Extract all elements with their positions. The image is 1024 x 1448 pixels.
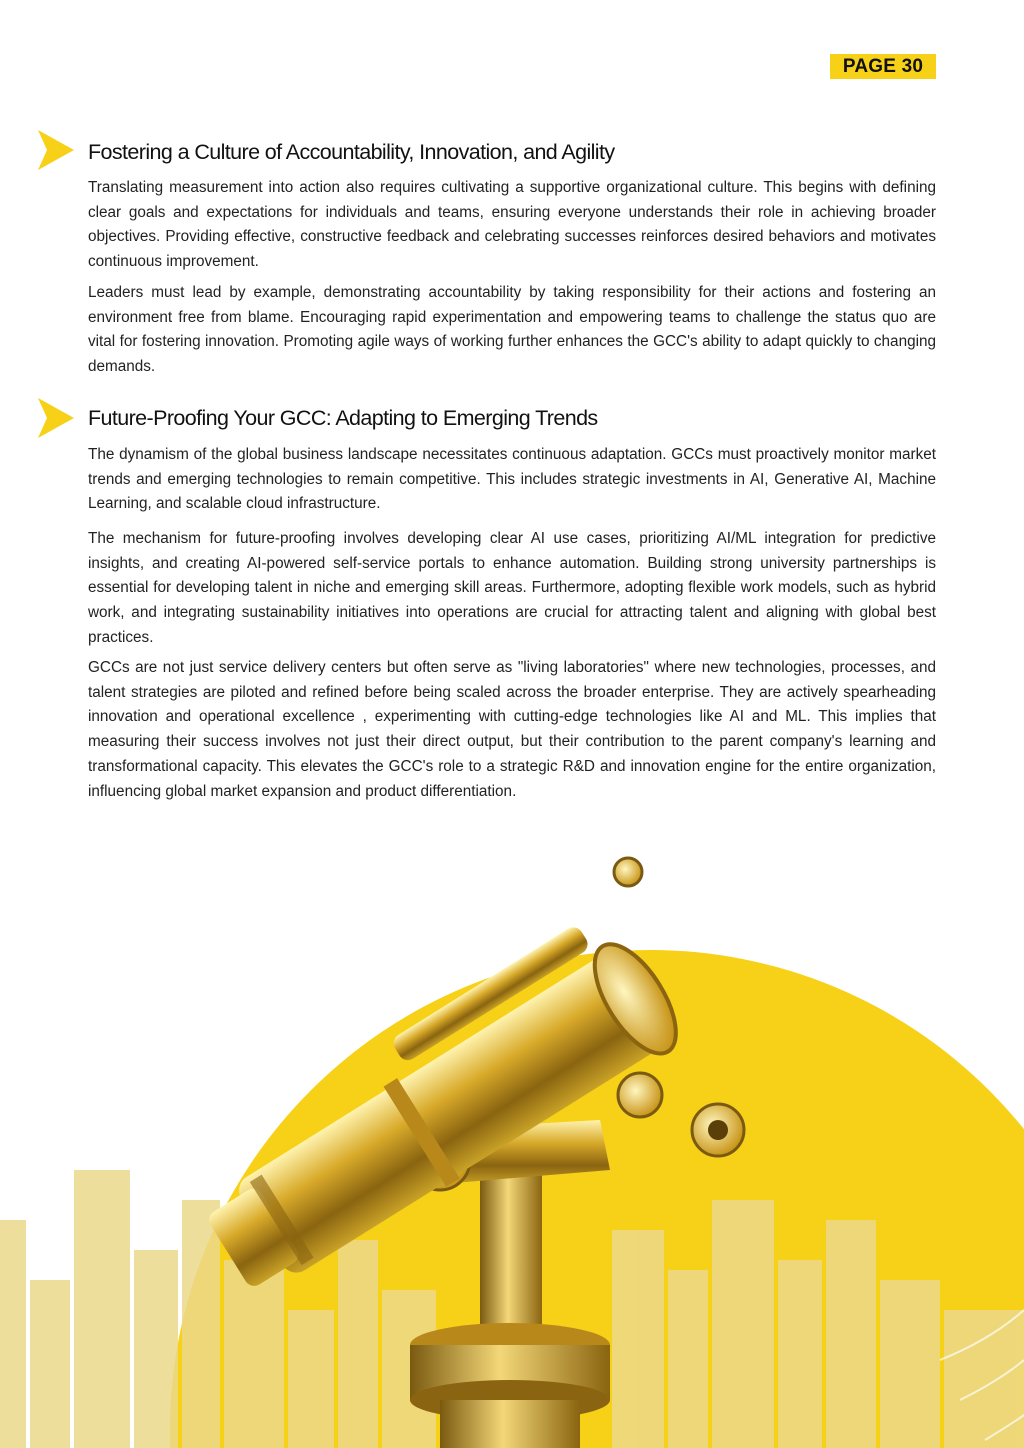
section-culture bbox=[38, 128, 936, 388]
section-heading: Future-Proofing Your GCC: Adapting to Emerging Trends bbox=[88, 406, 598, 430]
page-number-badge: PAGE 30 bbox=[830, 54, 936, 79]
paragraph: The mechanism for future-proofing involves developing clear AI use cases, prioritizing AI/ML integration for predictive insights, and creating AI-powered self-service portals to enhance automation. Building strong university partnerships is essential for developing talent in niche and emerging skill areas. Furthermore, adopting flexible work models, such as hybrid work, and integrating sustainability initiatives into operations are crucial for attracting talent and aligning with global best practices. bbox=[88, 530, 936, 646]
section-heading: Fostering a Culture of Accountability, Innovation, and Agility bbox=[88, 140, 615, 164]
paragraph: The dynamism of the global business landscape necessitates continuous adaptation. GCCs must proactively monitor market trends and emerging technologies to remain competitive. This includes strategic investments in AI, Generative AI, Machine Learning, and scalable cloud infrastructure. bbox=[88, 446, 936, 513]
paragraph: Leaders must lead by example, demonstrating accountability by taking responsibility for their actions and fostering an environment free from blame. Encouraging rapid experimentation and empowering teams to challenge the status quo are vital for fostering innovation. Promoting agile ways of working further enhances the GCC's ability to adapt quickly to changing demands. bbox=[88, 284, 936, 376]
chevron-right-icon bbox=[38, 130, 74, 170]
section-future-proofing bbox=[38, 396, 936, 836]
chevron-right-icon bbox=[38, 398, 74, 438]
telescope-illustration bbox=[0, 840, 1024, 1448]
paragraph: GCCs are not just service delivery centers but often serve as "living laboratories" where new technologies, processes, and talent strategies are piloted and refined before being scaled across the broader enterprise. They are actively spearheading innovation and operational excellence , experimenting with cutting-edge technologies like AI and ML. This implies that measuring their success involves not just their direct output, but their contribution to the parent company's learning and transformational capacity. This elevates the GCC's role to a strategic R&D and innovation engine for the entire organization, influencing global market expansion and product differentiation. bbox=[88, 659, 936, 800]
paragraph: Translating measurement into action also requires cultivating a supportive organizational culture. This begins with defining clear goals and expectations for individuals and teams, ensuring everyone understands their role in achieving broader objectives. Providing effective, constructive feedback and celebrating successes reinforces desired behaviors and motivates continuous improvement. bbox=[88, 179, 936, 271]
